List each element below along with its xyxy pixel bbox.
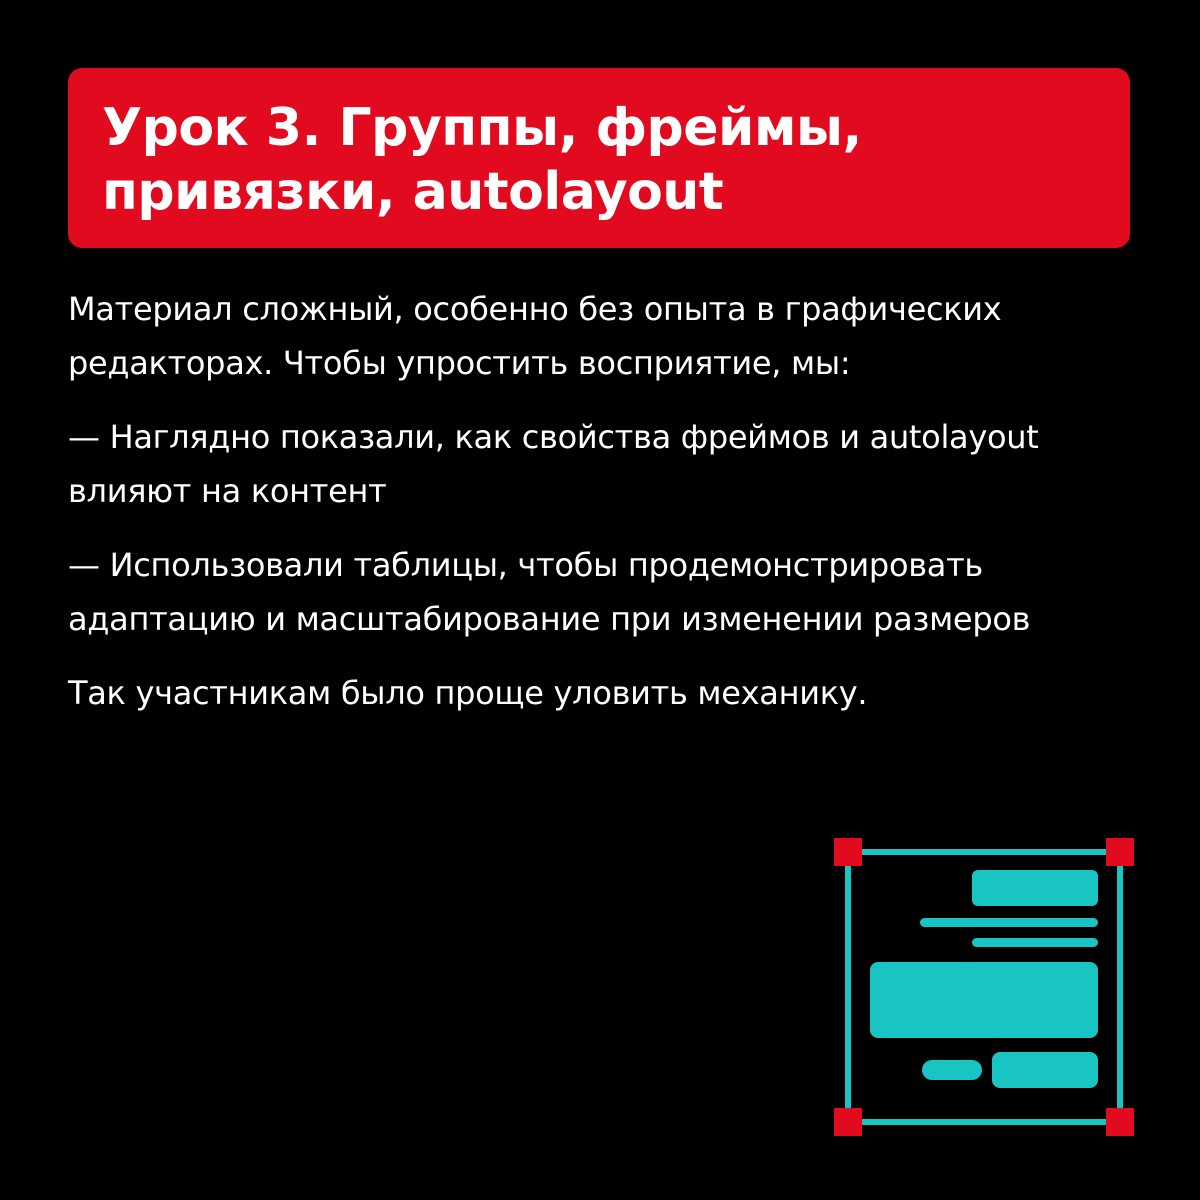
paragraph-line: Материал сложный, особенно без опыта в графических xyxy=(68,290,1002,328)
paragraph-line: Так участникам было проще уловить механику. xyxy=(68,674,868,712)
content-block-main xyxy=(870,962,1098,1038)
corner-handle-top-right xyxy=(1106,838,1134,866)
content-block-bottom xyxy=(992,1052,1098,1088)
paragraph-conclusion xyxy=(68,666,1148,720)
paragraph-line: влияют на контент xyxy=(68,472,387,510)
frame-layout-icon xyxy=(832,838,1136,1138)
content-block-top xyxy=(972,870,1098,906)
content-line-2 xyxy=(972,938,1098,947)
corner-handle-top-left xyxy=(834,838,862,866)
content-pill-small xyxy=(922,1060,982,1080)
paragraph-line: — Использовали таблицы, чтобы продемонстрировать xyxy=(68,546,983,584)
paragraph-intro xyxy=(68,282,1148,390)
title-line-2: привязки, autolayout xyxy=(102,162,724,222)
corner-handle-bottom-left xyxy=(834,1108,862,1136)
corner-handle-bottom-right xyxy=(1106,1108,1134,1136)
paragraph-line: адаптацию и масштабирование при изменении размеров xyxy=(68,600,1031,638)
title-line-1: Урок 3. Группы, фреймы, xyxy=(102,98,862,158)
title-banner xyxy=(68,68,1130,248)
paragraph-frames xyxy=(68,410,1148,518)
paragraph-line: — Наглядно показали, как свойства фреймов и autolayout xyxy=(68,418,1039,456)
body-text xyxy=(68,282,1148,740)
content-line-1 xyxy=(920,918,1098,927)
paragraph-tables xyxy=(68,538,1148,646)
paragraph-line: редакторах. Чтобы упростить восприятие, мы: xyxy=(68,344,851,382)
